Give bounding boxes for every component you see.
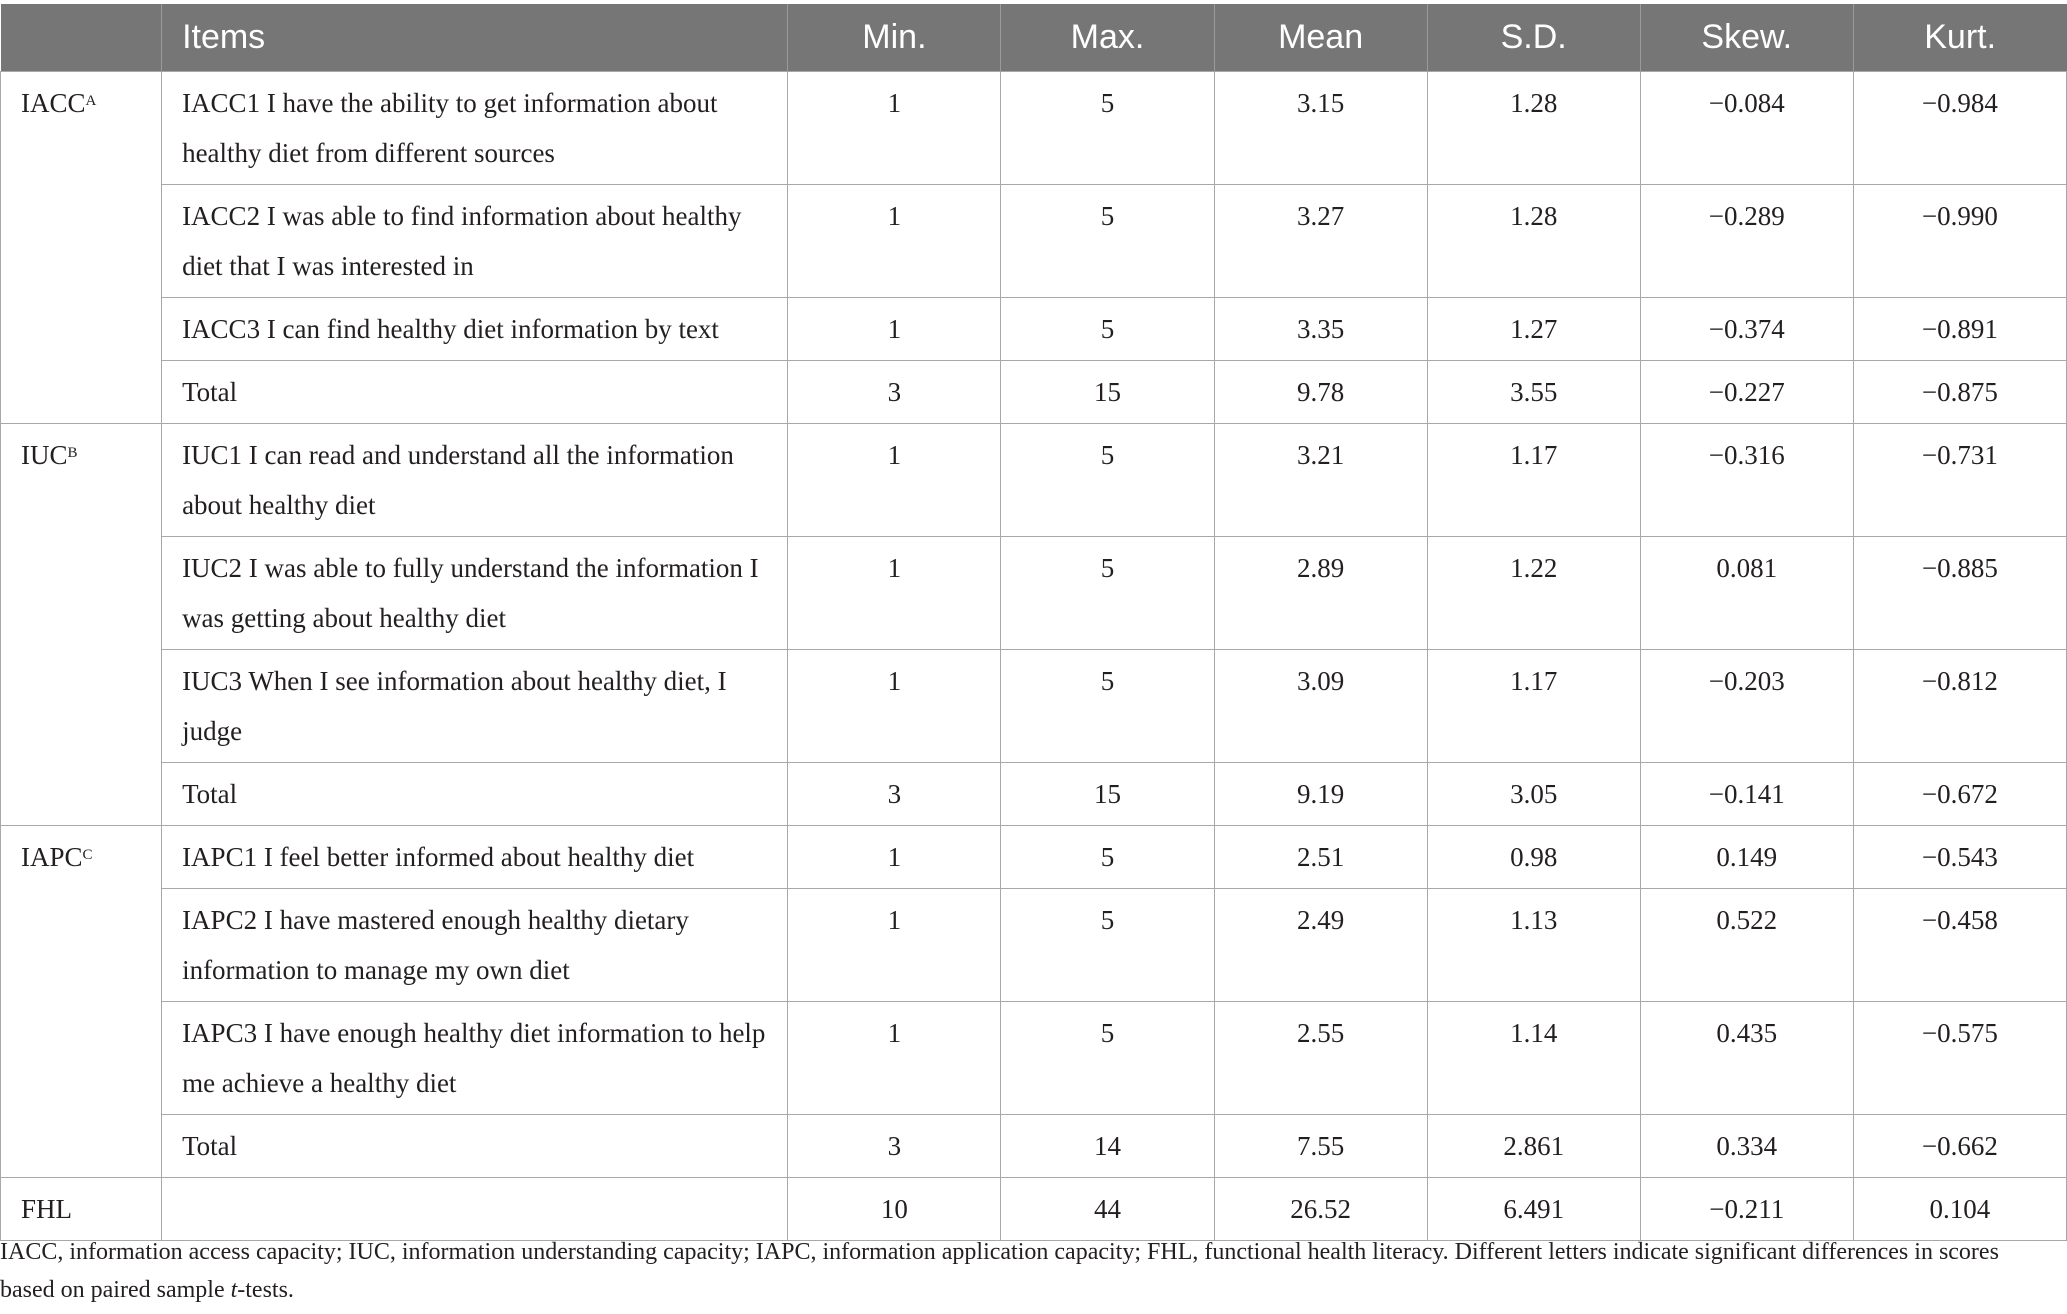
min-cell: 3 (788, 361, 1001, 424)
min-cell: 1 (788, 1002, 1001, 1115)
group-superscript: A (85, 93, 97, 109)
min-cell: 3 (788, 1115, 1001, 1178)
header-group (1, 4, 162, 72)
kurt-cell: −0.458 (1853, 889, 2066, 1002)
max-cell: 5 (1001, 650, 1214, 763)
sd-cell: 1.22 (1427, 537, 1640, 650)
table-footnote (0, 1233, 2050, 1309)
skew-cell: −0.141 (1640, 763, 1853, 826)
item-cell: IAPC3 I have enough healthy diet information to help me achieve a healthy diet (162, 1002, 788, 1115)
min-cell: 1 (788, 650, 1001, 763)
skew-cell: 0.081 (1640, 537, 1853, 650)
mean-cell: 2.55 (1214, 1002, 1427, 1115)
item-cell: Total (162, 361, 788, 424)
skew-cell: 0.522 (1640, 889, 1853, 1002)
kurt-cell: −0.984 (1853, 72, 2066, 185)
mean-cell: 3.27 (1214, 185, 1427, 298)
max-cell: 5 (1001, 72, 1214, 185)
sd-cell: 1.13 (1427, 889, 1640, 1002)
table-row (1, 424, 2067, 537)
mean-cell: 9.19 (1214, 763, 1427, 826)
footnote-text: IACC, information access capacity; IUC, information understanding capacity; IAPC, information application capacity; FHL, functional health literacy. Different letters indicate significant differences in scores based on paired sample (0, 1239, 1999, 1303)
max-cell: 5 (1001, 185, 1214, 298)
sd-cell: 1.17 (1427, 650, 1640, 763)
group-name: IUC (21, 440, 68, 470)
mean-cell: 3.21 (1214, 424, 1427, 537)
mean-cell: 7.55 (1214, 1115, 1427, 1178)
header-skew: Skew. (1640, 4, 1853, 72)
kurt-cell: −0.672 (1853, 763, 2066, 826)
mean-cell: 2.49 (1214, 889, 1427, 1002)
max-cell: 5 (1001, 889, 1214, 1002)
skew-cell: −0.374 (1640, 298, 1853, 361)
max-cell: 44 (1001, 1178, 1214, 1241)
sd-cell: 1.27 (1427, 298, 1640, 361)
item-cell: Total (162, 1115, 788, 1178)
skew-cell: −0.316 (1640, 424, 1853, 537)
sd-cell: 6.491 (1427, 1178, 1640, 1241)
skew-cell: −0.084 (1640, 72, 1853, 185)
header-max: Max. (1001, 4, 1214, 72)
mean-cell: 3.15 (1214, 72, 1427, 185)
min-cell: 1 (788, 185, 1001, 298)
group-name: IACC (21, 88, 86, 118)
skew-cell: −0.227 (1640, 361, 1853, 424)
table-row (1, 537, 2067, 650)
max-cell: 14 (1001, 1115, 1214, 1178)
header-row (1, 4, 2067, 72)
table-row (1, 650, 2067, 763)
skew-cell: 0.435 (1640, 1002, 1853, 1115)
mean-cell: 2.51 (1214, 826, 1427, 889)
group-label-iacc (1, 72, 162, 424)
mean-cell: 26.52 (1214, 1178, 1427, 1241)
sd-cell: 1.28 (1427, 185, 1640, 298)
footnote-text-end: -tests. (237, 1277, 294, 1303)
kurt-cell: −0.731 (1853, 424, 2066, 537)
sd-cell: 0.98 (1427, 826, 1640, 889)
sd-cell: 1.28 (1427, 72, 1640, 185)
min-cell: 1 (788, 424, 1001, 537)
min-cell: 10 (788, 1178, 1001, 1241)
skew-cell: −0.289 (1640, 185, 1853, 298)
header-items: Items (162, 4, 788, 72)
sd-cell: 3.55 (1427, 361, 1640, 424)
skew-cell: 0.334 (1640, 1115, 1853, 1178)
table-row (1, 185, 2067, 298)
max-cell: 5 (1001, 537, 1214, 650)
item-cell: IUC2 I was able to fully understand the information I was getting about healthy diet (162, 537, 788, 650)
item-cell: IUC1 I can read and understand all the information about healthy diet (162, 424, 788, 537)
max-cell: 5 (1001, 826, 1214, 889)
max-cell: 5 (1001, 298, 1214, 361)
header-kurt: Kurt. (1853, 4, 2066, 72)
item-cell: IUC3 When I see information about healthy diet, I judge (162, 650, 788, 763)
min-cell: 1 (788, 298, 1001, 361)
sd-cell: 3.05 (1427, 763, 1640, 826)
kurt-cell: −0.543 (1853, 826, 2066, 889)
item-cell: Total (162, 763, 788, 826)
skew-cell: −0.203 (1640, 650, 1853, 763)
kurt-cell: −0.891 (1853, 298, 2066, 361)
group-label-fhl: FHL (1, 1178, 162, 1241)
group-superscript: C (82, 847, 93, 863)
table-row (1, 826, 2067, 889)
descriptive-statistics-table (0, 4, 2067, 1241)
mean-cell: 3.09 (1214, 650, 1427, 763)
group-superscript: B (67, 445, 78, 461)
min-cell: 3 (788, 763, 1001, 826)
kurt-cell: −0.812 (1853, 650, 2066, 763)
min-cell: 1 (788, 537, 1001, 650)
kurt-cell: −0.875 (1853, 361, 2066, 424)
item-cell: IAPC2 I have mastered enough healthy dietary information to manage my own diet (162, 889, 788, 1002)
skew-cell: 0.149 (1640, 826, 1853, 889)
sd-cell: 2.861 (1427, 1115, 1640, 1178)
mean-cell: 2.89 (1214, 537, 1427, 650)
kurt-cell: 0.104 (1853, 1178, 2066, 1241)
sd-cell: 1.14 (1427, 1002, 1640, 1115)
item-cell: IACC2 I was able to find information about healthy diet that I was interested in (162, 185, 788, 298)
table-row (1, 298, 2067, 361)
item-cell (162, 1178, 788, 1241)
group-label-iuc (1, 424, 162, 826)
mean-cell: 9.78 (1214, 361, 1427, 424)
kurt-cell: −0.662 (1853, 1115, 2066, 1178)
table-row (1, 889, 2067, 1002)
header-sd: S.D. (1427, 4, 1640, 72)
min-cell: 1 (788, 826, 1001, 889)
item-cell: IACC1 I have the ability to get information about healthy diet from different sources (162, 72, 788, 185)
table-row-total (1, 1115, 2067, 1178)
item-cell: IAPC1 I feel better informed about healthy diet (162, 826, 788, 889)
table-row-fhl (1, 1178, 2067, 1241)
item-cell: IACC3 I can find healthy diet information by text (162, 298, 788, 361)
kurt-cell: −0.885 (1853, 537, 2066, 650)
kurt-cell: −0.575 (1853, 1002, 2066, 1115)
skew-cell: −0.211 (1640, 1178, 1853, 1241)
min-cell: 1 (788, 889, 1001, 1002)
table-row-total (1, 361, 2067, 424)
table-row (1, 72, 2067, 185)
footnote-italic: t (230, 1277, 238, 1303)
header-min: Min. (788, 4, 1001, 72)
max-cell: 15 (1001, 763, 1214, 826)
table-row (1, 1002, 2067, 1115)
table-row-total (1, 763, 2067, 826)
sd-cell: 1.17 (1427, 424, 1640, 537)
group-name: IAPC (21, 842, 83, 872)
kurt-cell: −0.990 (1853, 185, 2066, 298)
max-cell: 15 (1001, 361, 1214, 424)
header-mean: Mean (1214, 4, 1427, 72)
max-cell: 5 (1001, 424, 1214, 537)
min-cell: 1 (788, 72, 1001, 185)
mean-cell: 3.35 (1214, 298, 1427, 361)
table-container (0, 4, 2067, 1241)
max-cell: 5 (1001, 1002, 1214, 1115)
group-label-iapc (1, 826, 162, 1178)
